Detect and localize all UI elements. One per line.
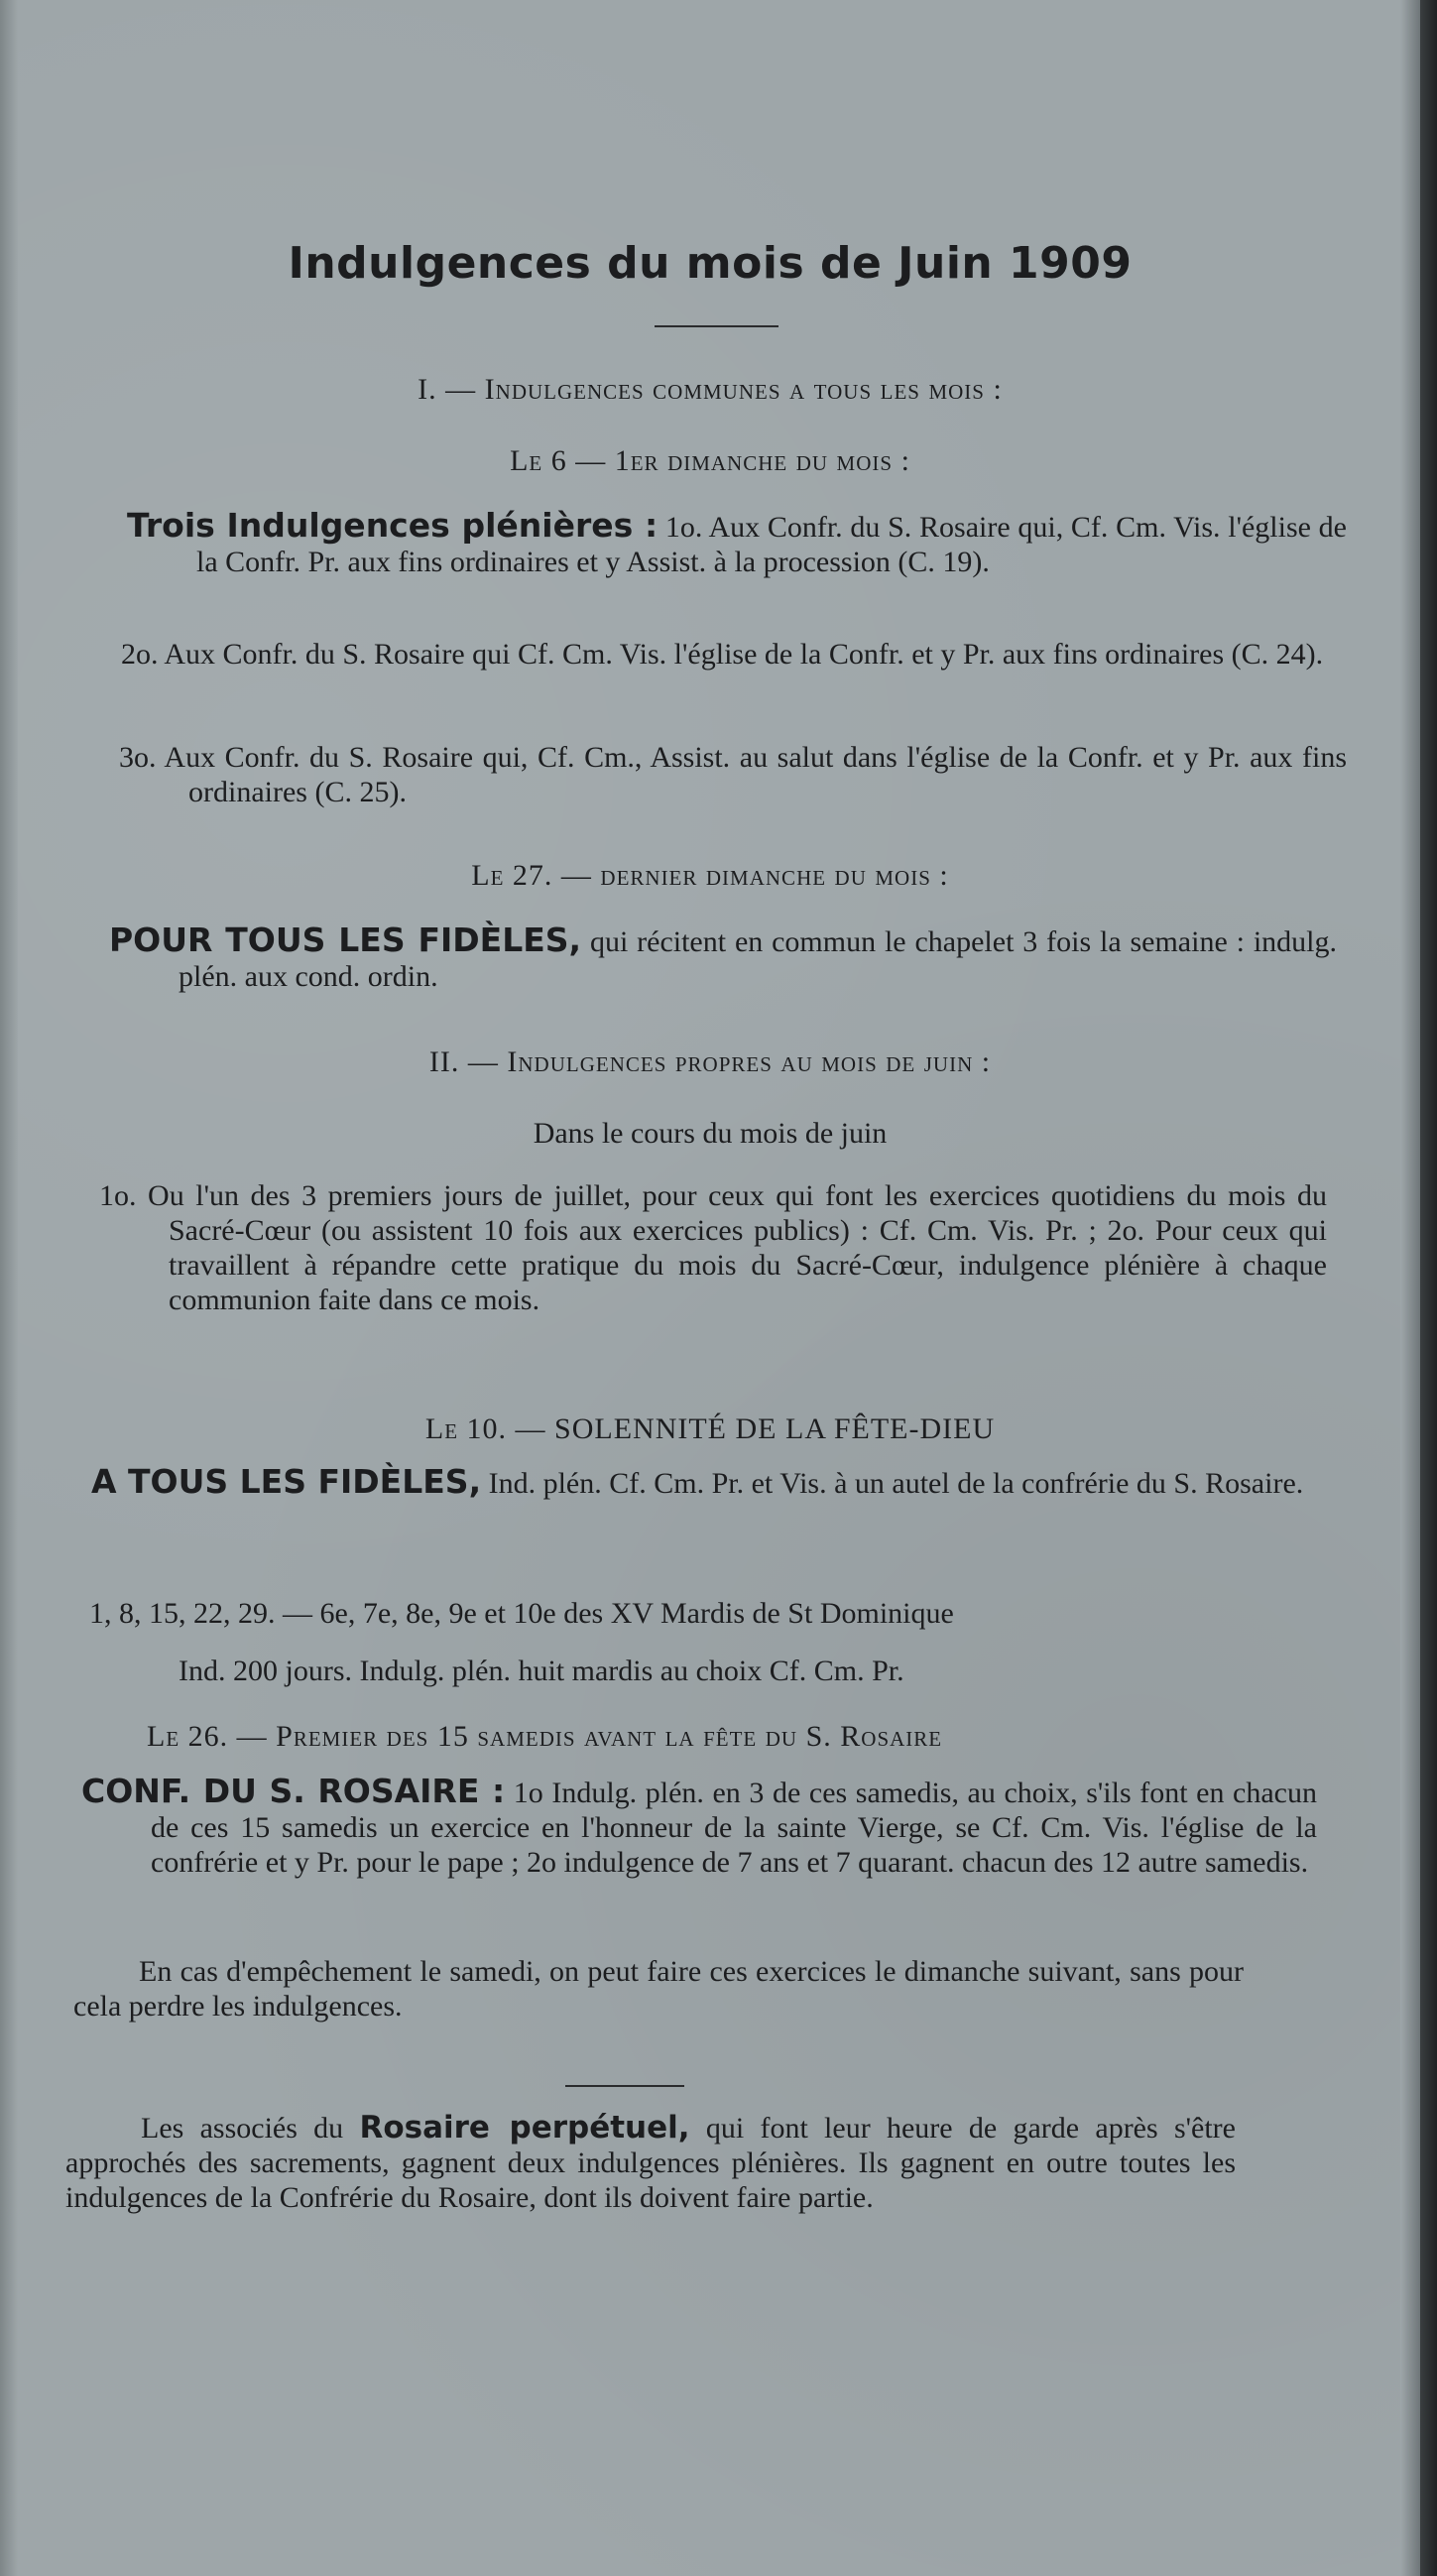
footer-divider [565,2085,684,2087]
section2-item1: 1o. Ou l'un des 3 premiers jours de juillet, pour ceux qui font les exercices quotidiens du mois du Sacré-Cœur (ou assistent 10 fois aux exercices publics) : Cf. Cm. Vis. Pr. ; 2o. Pour ceux qui travaillent à répandre cette pratique du mois du Sacré-Cœur, indulgence plénière à chaque communion faite dans ce mois. [99,1179,1327,1316]
item1-lead: Trois Indulgences plénières : [127,506,659,545]
section1-item3: 3o. Aux Confr. du S. Rosaire qui, Cf. Cm., Assist. au salut dans l'église de la Confr. et y Pr. aux fins ordinaires (C. 25). [119,741,1347,808]
section1-date-27: Le 27. — dernier dimanche du mois : [471,859,949,892]
page-title: Indulgences du mois de Juin 1909 [288,238,1133,289]
section2-mardis-indulgence: Ind. 200 jours. Indulg. plén. huit mardis au choix Cf. Cm. Pr. [179,1655,904,1687]
section1-heading: I. — Indulgences communes a tous les mois : [418,373,1003,406]
section2-item2 [91,1464,1319,1501]
item4-text: qui récitent en commun le chapelet 3 fois la semaine : indulg. plén. aux cond. ordin. [179,925,1337,993]
section2-date-10: Le 10. — SOLENNITÉ DE LA FÊTE-DIEU [424,1412,996,1445]
item1-text: 1o. Aux Confr. du S. Rosaire qui, Cf. Cm. Vis. l'église de la Confr. Pr. aux fins ordinaires et y Assist. à la procession (C. 19). [196,511,1347,578]
item4-lead: POUR TOUS LES FIDÈLES, [109,920,582,959]
item2-text: Ind. plén. Cf. Cm. Pr. et Vis. à un autel de la confrérie du S. Rosaire. [481,1467,1304,1500]
footer-strong: Rosaire perpétuel, [359,2110,690,2146]
title-divider [655,325,778,327]
section1-item2: 2o. Aux Confr. du S. Rosaire qui Cf. Cm. Vis. l'église de la Confr. et y Pr. aux fins ordinaires (C. 24). [121,638,1324,671]
footer-text: qui font leur heure de garde après s'être approchés des sacrements, gagnent deux indulgences plénières. Ils gagnent en outre toutes les indulgences de la Confrérie du Rosaire, dont ils doivent faire partie. [65,2112,1236,2214]
section2-subheading: Dans le cours du mois de juin [533,1117,888,1150]
section2-item3 [81,1774,1317,1880]
section1-item1 [127,508,1347,579]
section2-date-26: Le 26. — Premier des 15 samedis avant la fête du S. Rosaire [147,1720,943,1753]
item2-lead: A TOUS LES FIDÈLES, [91,1462,482,1501]
item3-text: 1o Indulg. plén. en 3 de ces samedis, au choix, s'ils font en chacun de ces 15 samedis un exercice en l'honneur de la sainte Vierge, se Cf. Cm. Vis. l'église de la confrérie et y Pr. pour le pape ; 2o indulgence de 7 ans et 7 quarant. chacun des 12 autre samedis. [151,1777,1317,1879]
footer-paragraph [65,2111,1236,2215]
footer-lead: Les associés du [141,2112,360,2145]
item3-lead: CONF. DU S. ROSAIRE : [81,1772,506,1810]
section2-mardis: 1, 8, 15, 22, 29. — 6e, 7e, 8e, 9e et 10e des XV Mardis de St Dominique [89,1597,954,1630]
section1-item4 [109,922,1337,994]
book-binding [1420,0,1437,2576]
section2-heading: II. — Indulgences propres au mois de juin : [428,1045,992,1078]
section2-note: En cas d'empêchement le samedi, on peut faire ces exercices le dimanche suivant, sans pour cela perdre les indulgences. [73,1955,1244,2023]
section1-date-6: Le 6 — 1er dimanche du mois : [510,444,910,477]
